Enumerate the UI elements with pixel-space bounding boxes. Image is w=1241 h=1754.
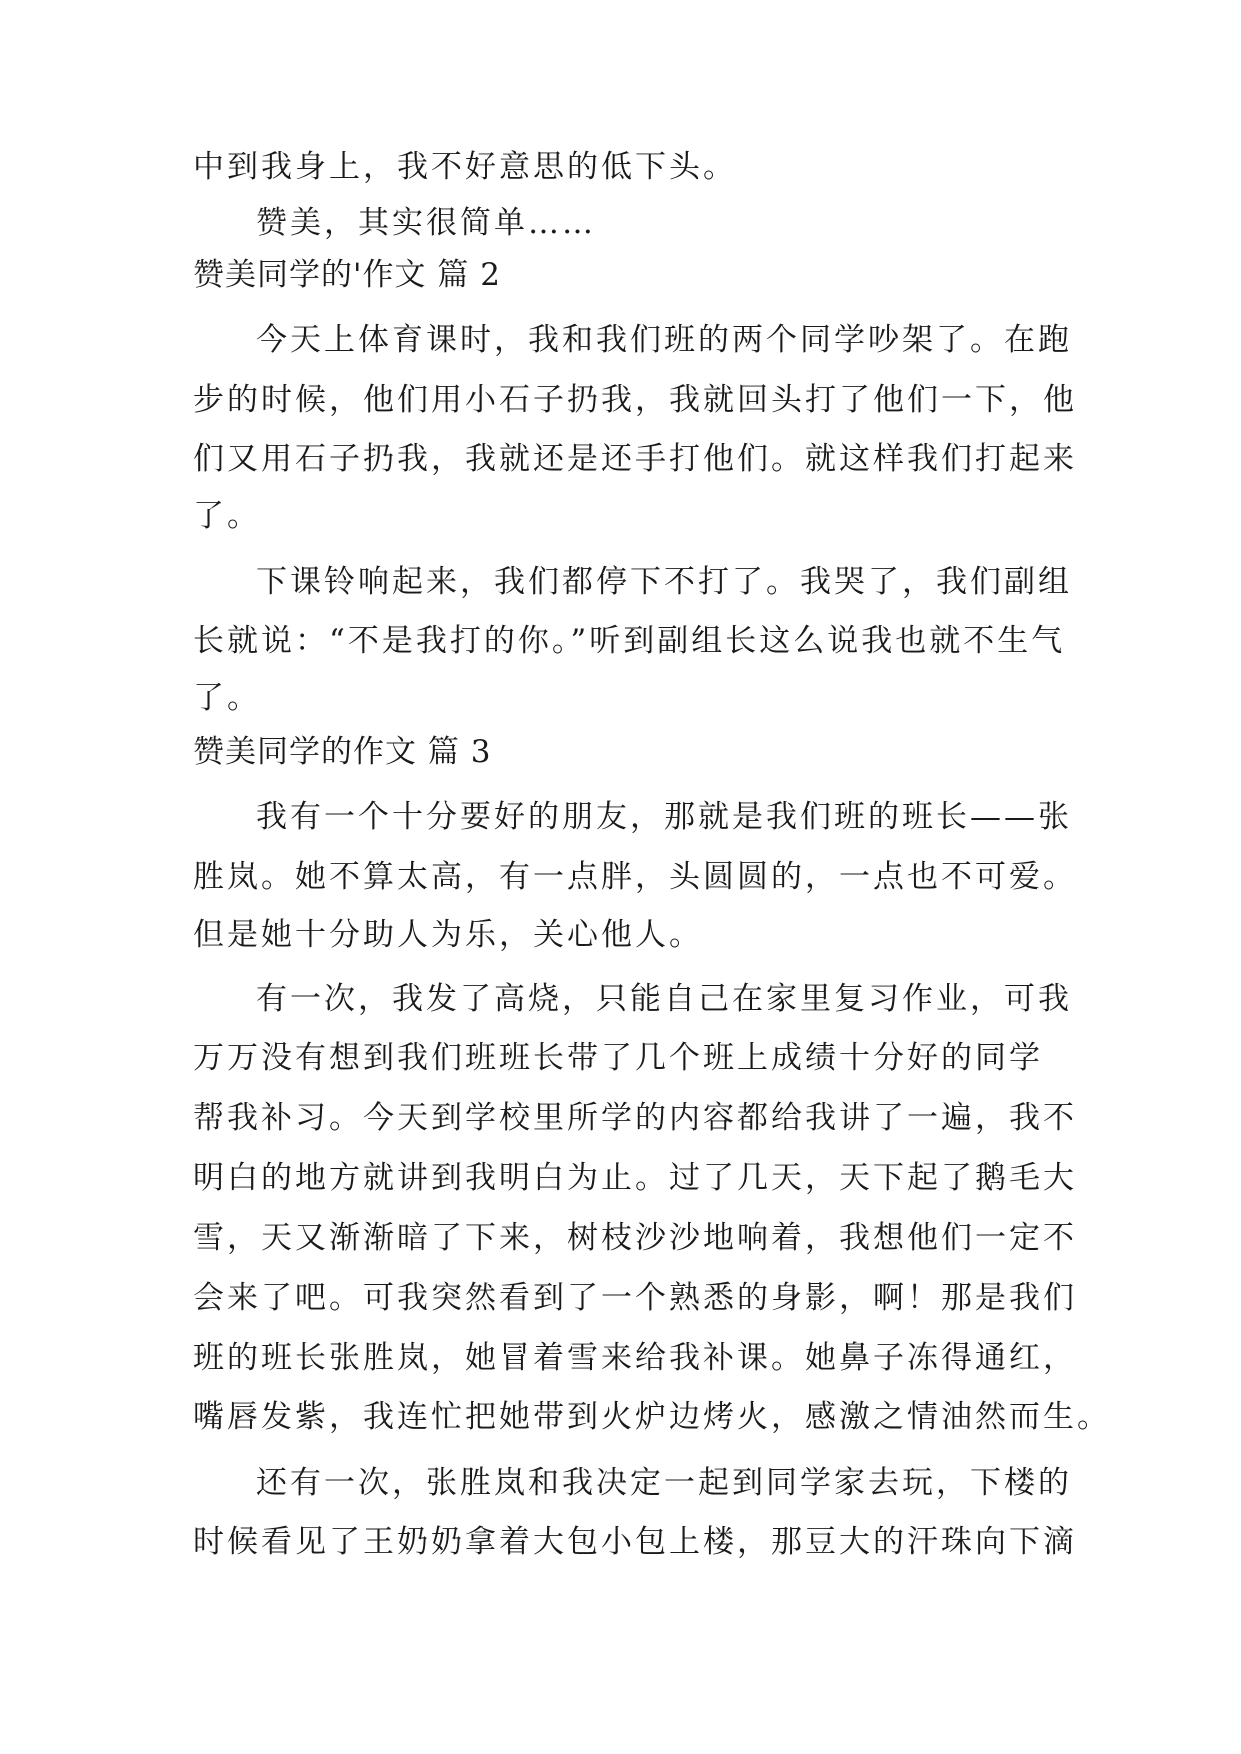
paragraph-line: 今天上体育课时，我和我们班的两个同学吵架了。在跑 [256,322,1072,358]
paragraph-line: 中到我身上，我不好意思的低下头。 [193,149,737,185]
paragraph-line: 明白的地方就讲到我明白为止。过了几天，天下起了鹅毛大 [193,1160,1077,1196]
section-heading: 赞美同学的'作文 篇 2 [193,257,501,293]
paragraph-line: 步的时候，他们用小石子扔我，我就回头打了他们一下，他 [193,382,1077,418]
paragraph-line: 时候看见了王奶奶拿着大包小包上楼，那豆大的汗珠向下滴 [193,1524,1077,1560]
paragraph-line: 班的班长张胜岚，她冒着雪来给我补课。她鼻子冻得通红， [193,1340,1077,1376]
paragraph-line: 雪，天又渐渐暗了下来，树枝沙沙地响着，我想他们一定不 [193,1220,1077,1256]
section-heading: 赞美同学的作文 篇 3 [193,734,492,770]
paragraph-line: 了。 [193,680,261,716]
paragraph-line: 会来了吧。可我突然看到了一个熟悉的身影，啊！那是我们 [193,1280,1077,1316]
paragraph-line: 了。 [193,498,261,534]
paragraph-line: 嘴唇发紫，我连忙把她带到火炉边烤火，感激之情油然而生。 [193,1399,1111,1435]
paragraph-line: 赞美，其实很简单…… [256,205,596,241]
paragraph-line: 下课铃响起来，我们都停下不打了。我哭了，我们副组 [256,564,1072,600]
paragraph-line: 有一次，我发了高烧，只能自己在家里复习作业，可我 [256,981,1072,1017]
paragraph-line: 长就说：“不是我打的你。”听到副组长这么说我也就不生气 [193,623,1066,659]
paragraph-line: 胜岚。她不算太高，有一点胖，头圆圆的，一点也不可爱。 [193,859,1077,895]
paragraph-line: 帮我补习。今天到学校里所学的内容都给我讲了一遍，我不 [193,1100,1077,1136]
paragraph-line: 还有一次，张胜岚和我决定一起到同学家去玩，下楼的 [256,1465,1072,1501]
paragraph-line: 万万没有想到我们班班长带了几个班上成绩十分好的同学 [193,1040,1043,1076]
paragraph-line: 我有一个十分要好的朋友，那就是我们班的班长——张 [256,799,1072,835]
paragraph-line: 但是她十分助人为乐，关心他人。 [193,917,703,953]
paragraph-line: 们又用石子扔我，我就还是还手打他们。就这样我们打起来 [193,441,1077,477]
